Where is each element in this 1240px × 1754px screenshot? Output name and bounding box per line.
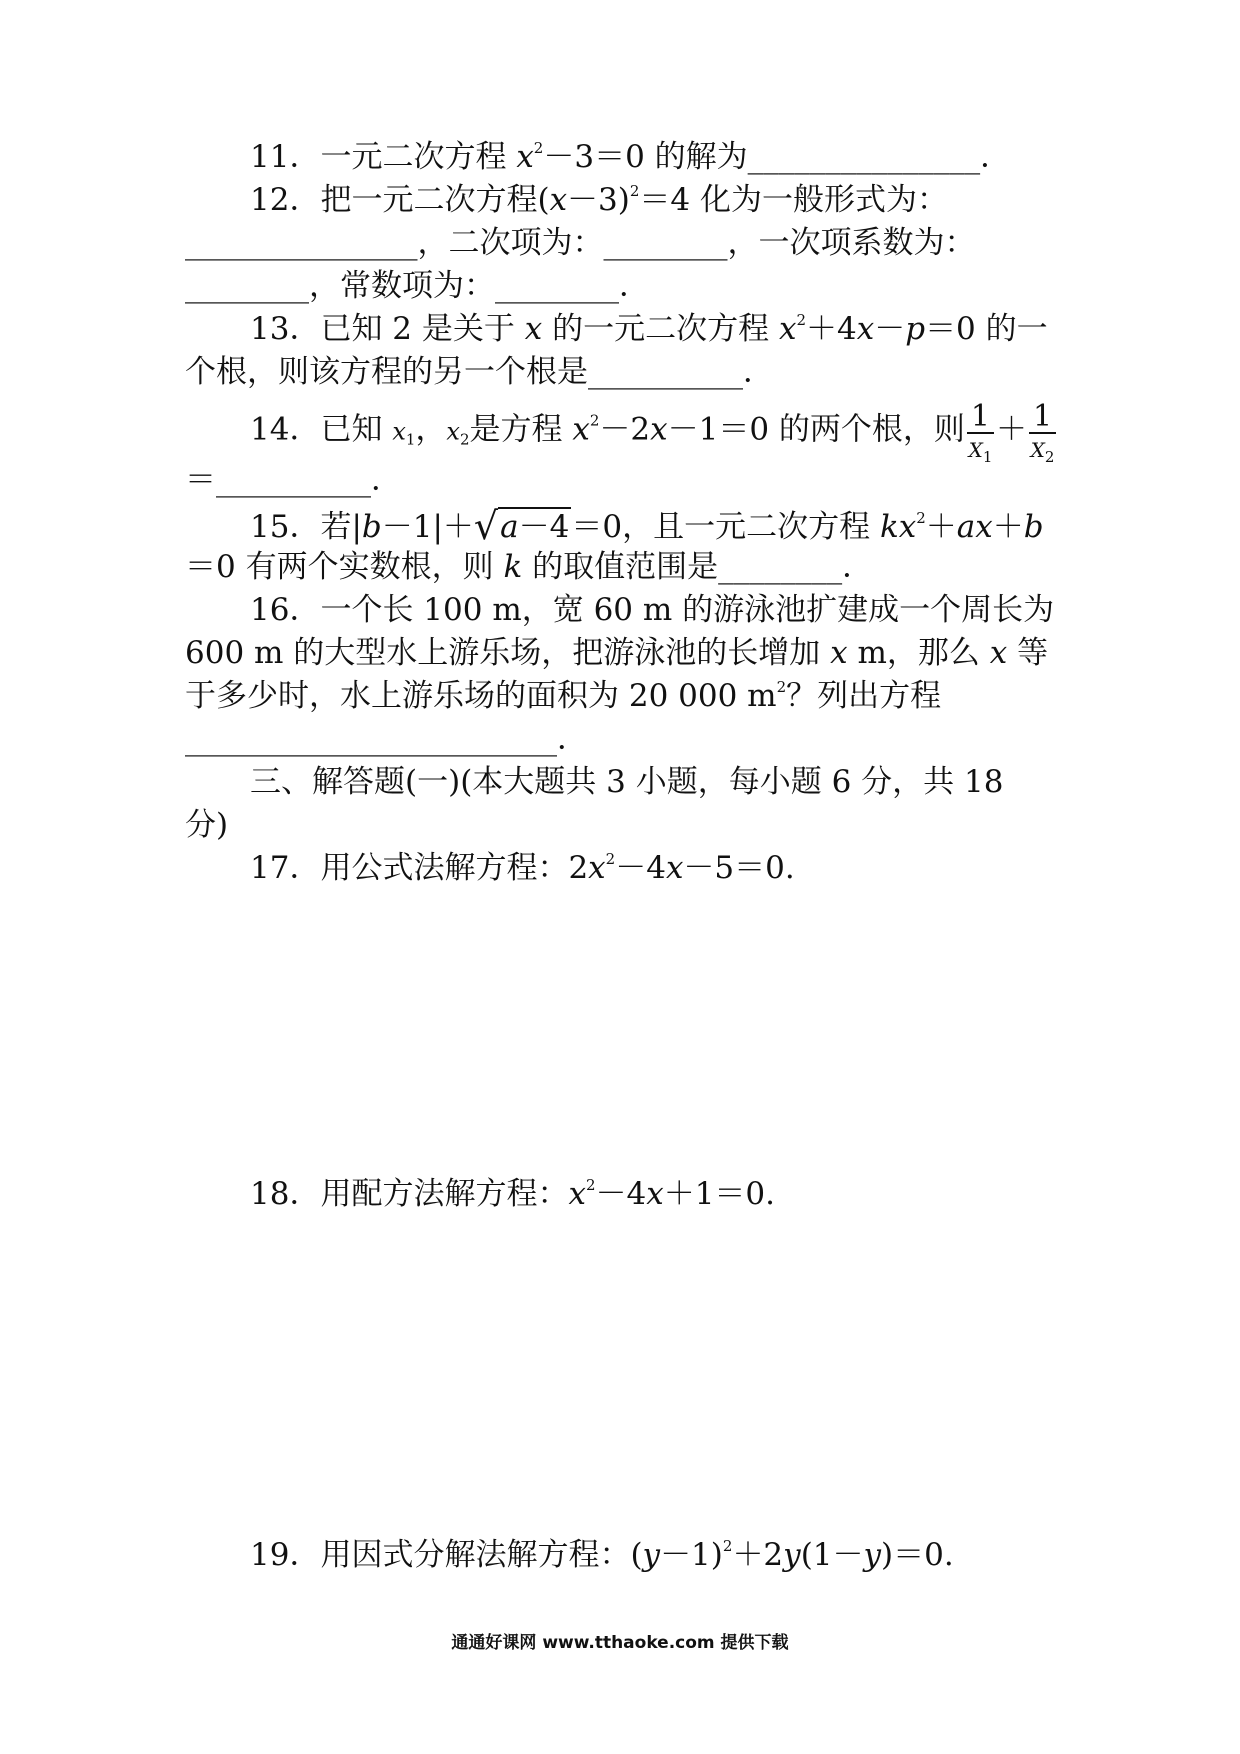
answer-blank: _______________	[747, 139, 981, 175]
section-3-heading: 三、解答题(一)(本大题共 3 小题，每小题 6 分，共 18	[250, 764, 1004, 800]
question-12-line1: 12．把一元二次方程$(x-3)^2=4$ 化为一般形式为：	[250, 182, 948, 218]
question-11: 11．一元二次方程 $x^2-3=0$ 的解为_______________．	[250, 139, 1012, 175]
question-16-line3: 于多少时，水上游乐场的面积为 20 000 $m^2$？列出方程	[185, 678, 942, 714]
question-14-line1: 14．已知 $x_1$，$x_2$是方程 $x^2-2x-1=0$ 的两个根，则 $\frac{1}{X_1}$ ＋ $\frac{1}{X_2}$	[250, 399, 1055, 466]
question-15-line1: 15．若|b－1|＋√a－4＝0，且一元二次方程 $kx^2+ax+b$	[250, 504, 1044, 548]
question-18: 18．用配方法解方程：$x^2-4x+1=0$.	[250, 1176, 776, 1212]
question-19: 19．用因式分解法解方程：$(y-1)^2+2y(1-y)=0$.	[250, 1537, 954, 1573]
question-12-line2: _______________，二次项为：________，一次项系数为：	[185, 225, 976, 261]
square-root: √a－4	[473, 504, 570, 548]
question-15-line2: ＝0 有两个实数根，则 k 的取值范围是________．	[185, 549, 874, 585]
footer-credit: 通通好课网 www.tthaoke.com 提供下载	[451, 1633, 789, 1653]
fraction-1-over-x1: $\frac{1}{X_1}$	[968, 399, 993, 466]
question-14-line2: ＝__________．	[185, 462, 402, 498]
fraction-1-over-x2: $\frac{1}{X_2}$	[1030, 399, 1055, 466]
question-17: 17．用公式法解方程：$2x^2-4x-5=0$.	[250, 850, 795, 886]
question-13-line1: 13．已知 2 是关于 x 的一元二次方程 $x^2+4x-p=0$ 的一	[250, 311, 1048, 347]
question-16-line1: 16．一个长 100 m，宽 60 m 的游泳池扩建成一个周长为	[250, 592, 1055, 628]
question-13-line2: 个根，则该方程的另一个根是__________．	[185, 354, 774, 390]
section-3-heading-cont: 分)	[185, 807, 229, 843]
question-16-line4: ________________________．	[185, 721, 588, 757]
question-16-line2: 600 m 的大型水上游乐场，把游泳池的长增加 x m，那么 x 等	[185, 635, 1049, 671]
question-12-line3: ________，常数项为：________．	[185, 268, 650, 304]
